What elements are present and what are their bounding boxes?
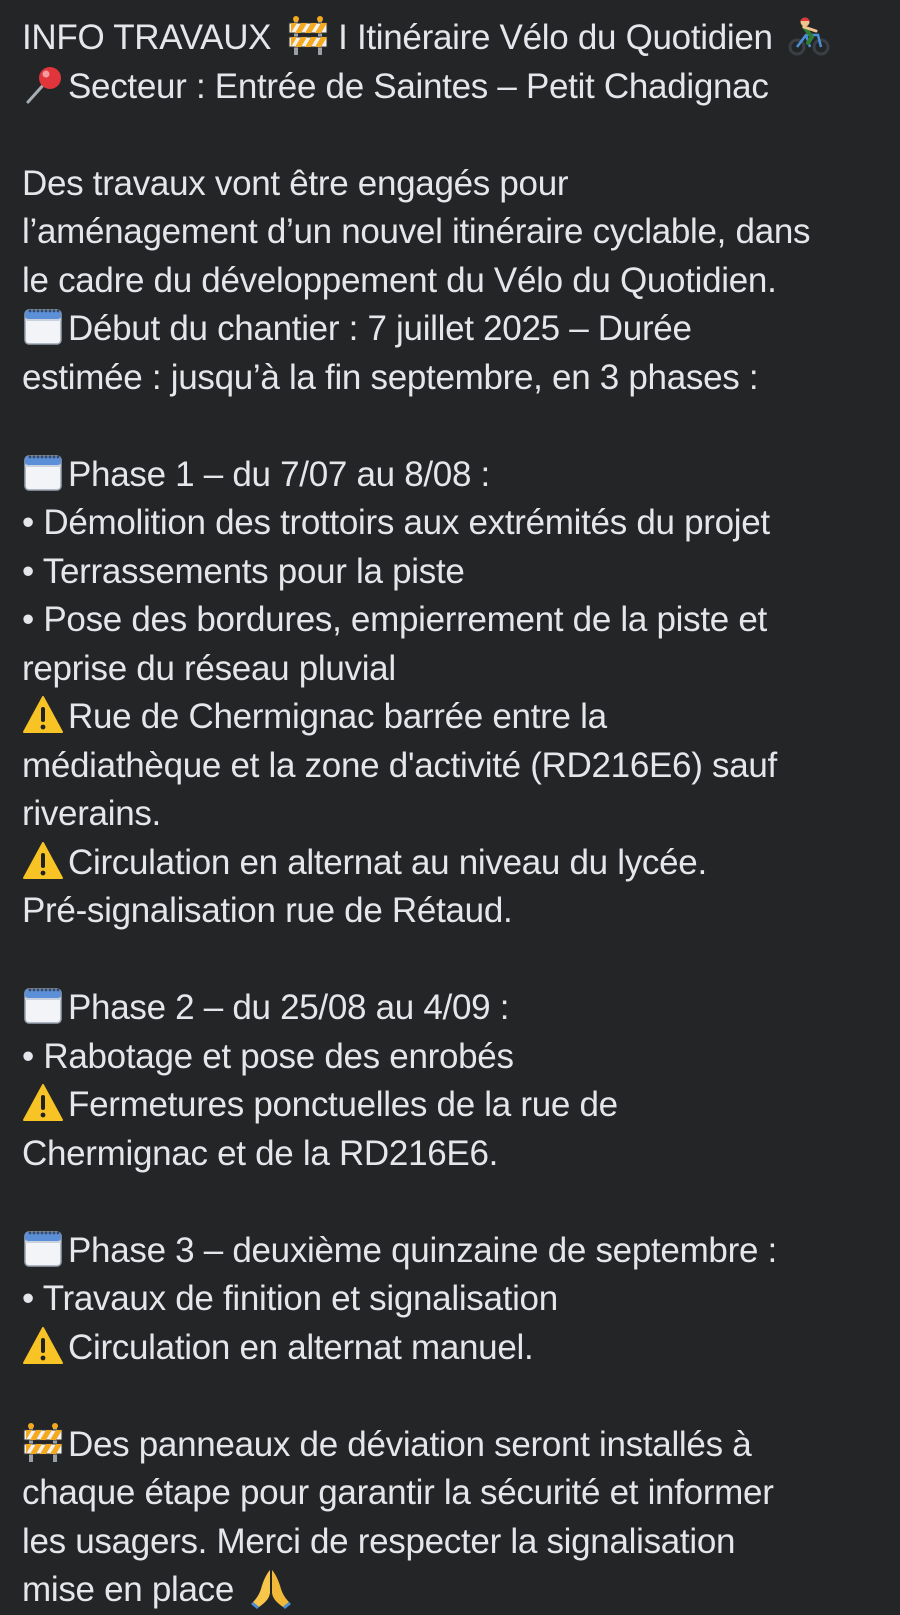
phase2-warning-line: Chermignac et de la RD216E6.: [22, 1133, 499, 1173]
phase2-warning-line: [22, 1081, 890, 1130]
phase3-warning-text: Circulation en alternat manuel.: [68, 1327, 534, 1367]
spacer: [22, 402, 890, 451]
spiral-calendar-icon: [22, 985, 64, 1027]
phase1-warning2-text: Circulation en alternat au niveau du lycée.: [68, 842, 707, 882]
construction-barrier-icon: [287, 15, 329, 57]
closing-line: [22, 1421, 890, 1470]
closing-line: chaque étape pour garantir la sécurité et informer: [22, 1473, 774, 1512]
spiral-calendar-icon: [22, 452, 64, 494]
spacer: [22, 1372, 890, 1421]
spacer: [22, 111, 890, 160]
spiral-calendar-icon: [22, 306, 64, 348]
phase1-warning1-line: riverains.: [22, 794, 161, 833]
construction-barrier-icon: [22, 1422, 64, 1464]
phase1-warning2-line: [22, 839, 890, 888]
intro-line: le cadre du développement du Vélo du Quotidien.: [22, 260, 777, 300]
phase1-bullet: • Démolition des trottoirs aux extrémités du projet: [22, 503, 770, 542]
post-title-suffix: I Itinéraire Vélo du Quotidien: [338, 18, 773, 57]
phase2-bullet: • Rabotage et pose des enrobés: [22, 1036, 514, 1076]
warning-icon: [22, 1325, 64, 1367]
sector-text: Secteur : Entrée de Saintes – Petit Chadignac: [68, 66, 769, 106]
start-date-text: Début du chantier : 7 juillet 2025 – Durée: [68, 309, 692, 348]
round-pushpin-icon: [22, 64, 64, 106]
cyclist-icon: [788, 15, 830, 57]
phase1-heading-text: Phase 1 – du 7/07 au 8/08 :: [68, 454, 490, 494]
phase3-bullet: • Travaux de finition et signalisation: [22, 1279, 558, 1318]
spacer: [22, 936, 890, 985]
closing-text: Des panneaux de déviation seront installés à: [68, 1424, 752, 1464]
closing-line: [22, 1566, 890, 1615]
start-date-line: [22, 305, 890, 354]
post-text: [22, 14, 890, 1615]
phase1-heading: [22, 451, 890, 500]
phase2-heading: [22, 984, 890, 1033]
phase2-heading-text: Phase 2 – du 25/08 au 4/09 :: [68, 988, 510, 1027]
phase1-bullet: • Terrassements pour la piste: [22, 551, 465, 591]
phase2-warning-text: Fermetures ponctuelles de la rue de: [68, 1085, 618, 1124]
duration-line: estimée : jusqu’à la fin septembre, en 3 phases :: [22, 357, 759, 397]
phase1-warning1-text: Rue de Chermignac barrée entre la: [68, 697, 607, 736]
phase3-heading: [22, 1227, 890, 1276]
phase1-bullet: • Pose des bordures, empierrement de la piste et: [22, 600, 767, 639]
intro-line: l’aménagement d’un nouvel itinéraire cyclable, dans: [22, 212, 811, 251]
phase1-warning2-line: Pré-signalisation rue de Rétaud.: [22, 891, 513, 930]
phase1-bullet-continuation: reprise du réseau pluvial: [22, 648, 396, 688]
closing-text: mise en place: [22, 1570, 235, 1609]
folded-hands-icon: [250, 1567, 292, 1609]
spiral-calendar-icon: [22, 1228, 64, 1270]
post-title-line: [22, 14, 890, 63]
warning-icon: [22, 694, 64, 736]
sector-line: [22, 63, 890, 112]
intro-line: Des travaux vont être engagés pour: [22, 163, 569, 203]
warning-icon: [22, 1082, 64, 1124]
phase1-warning1-line: [22, 693, 890, 742]
phase3-warning-line: [22, 1324, 890, 1373]
post-title-prefix: INFO TRAVAUX: [22, 18, 272, 57]
phase1-warning1-line: médiathèque et la zone d'activité (RD216E6) sauf: [22, 745, 777, 785]
closing-line: les usagers. Merci de respecter la signalisation: [22, 1521, 736, 1561]
phase3-heading-text: Phase 3 – deuxième quinzaine de septembre :: [68, 1230, 777, 1270]
spacer: [22, 1178, 890, 1227]
warning-icon: [22, 840, 64, 882]
